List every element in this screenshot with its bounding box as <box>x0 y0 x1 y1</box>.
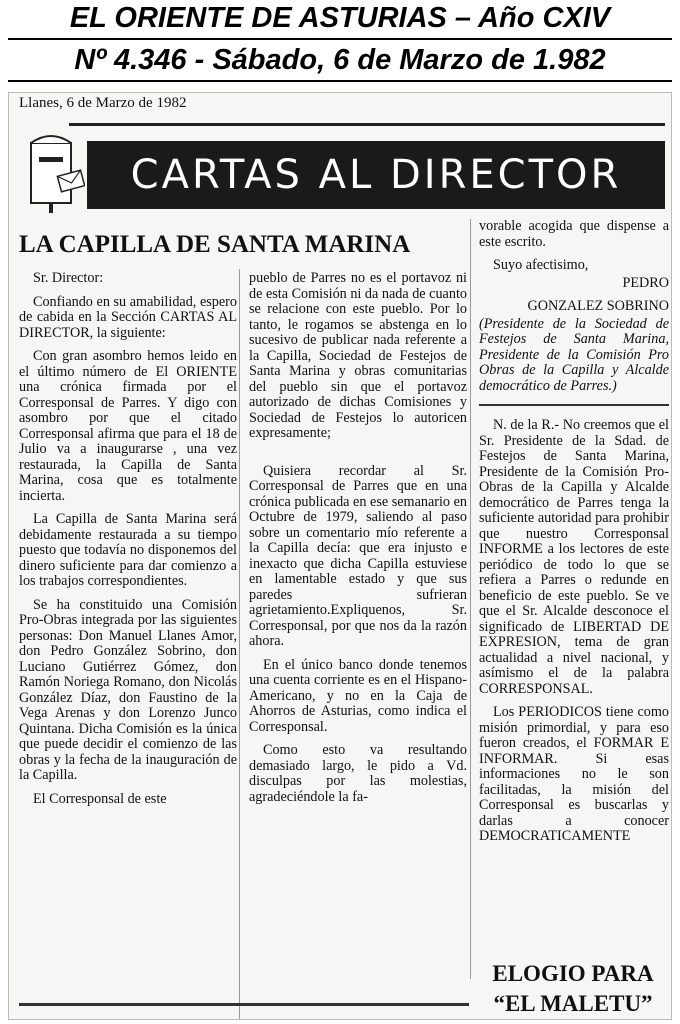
bottom-rule <box>19 1003 469 1006</box>
paragraph: En el único banco donde tenemos una cuenta corriente es en el Hispano-Americano, y no en la Caja de Ahorros de Asturias, como indica el Corresponsal. <box>249 656 467 735</box>
section-banner <box>87 141 665 209</box>
article-column-3 <box>479 219 669 853</box>
separator-rule <box>479 404 669 406</box>
header-underline-2 <box>8 80 672 82</box>
column-divider <box>239 269 240 1020</box>
paragraph: Se ha constituido una Comisión Pro-Obras integrada por las siguientes personas: Don Manuel Llanes Amor, don Pedro González Sobrino, don Luciano Gutiérrez Gómez, don Ramón Noriega Romano, don Nicolás González Díaz, don Faustino de la Vega Arenas y don Lorenzo Junco Quintana. Dicha Comisión es la única que puede decidir el comienzo de las obras y la fecha de la inauguración de la Capilla. <box>19 596 237 783</box>
next-headline-line-1: ELOGIO PARA <box>492 961 654 986</box>
closing-line: vorable acogida que dispense a este escrito. <box>479 218 669 250</box>
signature-name: PEDRO <box>622 274 669 291</box>
paragraph: Con gran asombro hemos leido en el último número de El ORIENTE una crónica firmada por el Corresponsal de Parres. Y digo con asombro por que el citado Corresponsal afirma que para el 18 de Julio va a inaugurarse , una vez restaurada, la Capilla de Santa Marina, cosa que es totalmente incierta. <box>19 348 237 504</box>
article-column-2 <box>249 271 467 813</box>
editor-note: Los PERIODICOS tiene como misión primordial, y para eso fueron creados, el FORMAR E INFORMAR. Si esas informaciones no le son facilitadas, la misión del Corresponsal es buscarlas y darlas a conocer DEMOCRATICAMENTE <box>479 704 669 844</box>
newspaper-header-line-2: Nº 4.346 - Sábado, 6 de Marzo de 1.982 <box>74 44 606 76</box>
header-underline-1 <box>8 38 672 40</box>
paragraph: La Capilla de Santa Marina será debidamente restaurada a su tiempo puesto que todavía no disponemos del dinero suficiente para dar comienzo a los trabajos correspondientes. <box>19 511 237 589</box>
article-headline: LA CAPILLA DE SANTA MARINA <box>19 231 411 258</box>
paragraph: Quisiera recordar al Sr. Corresponsal de Parres que en una crónica publicada en ese semanario en Octubre de 1979, saliendo al paso sobre un comentario mío referente a la Capilla decía: que era injusto e inexacto que dicha Capilla estuviese en lamentable estado y que sus paredes sufrieran agrietamiento.Expliquenos, Sr. Corresponsal, por que nos da la razón ahora. <box>249 462 467 649</box>
signature-surname: GONZALEZ SOBRINO <box>527 298 669 314</box>
signature-role: (Presidente de la Sociedad de Festejos de Santa Marina, Presidente de la Comisión Pro Obras de la Capilla y Alcalde democrático de Parres.) <box>479 315 669 394</box>
paragraph: pueblo de Parres no es el portavoz ni de esta Comisión ni da nada de cuanto se relacione con este pueblo. Por lo tanto, le rogamos se abstenga en lo sucesivo de publicar nada referente a la Capilla, Sociedad de Festejos de Santa Marina y obras comunitarias del pueblo sin que el portavoz autorizado de dichas Comisiones y Sociedad de Festejos lo autoricen expresamente; <box>249 270 467 441</box>
section-banner-title: CARTAS AL DIRECTOR <box>130 152 622 198</box>
regards: Suyo afectisimo, <box>493 257 589 273</box>
salutation: Sr. Director: <box>33 270 104 286</box>
mailbox-icon <box>23 133 85 215</box>
dateline: Llanes, 6 de Marzo de 1982 <box>19 95 187 111</box>
column-divider <box>470 219 471 979</box>
newspaper-header-line-1: EL ORIENTE DE ASTURIAS – Año CXIV <box>69 2 611 34</box>
next-headline-line-2: “EL MALETU” <box>493 991 653 1016</box>
top-rule <box>69 123 665 126</box>
editor-note: N. de la R.- No creemos que el Sr. Presidente de la Sdad. de Festejos de Santa Marina, Presidente de la Comisión Pro-Obras de la Capilla y Alcalde democrático de Parres tenga la suficiente autoridad para prohibir que nuestro Corresponsal INFORME a los lectores de este periódico de todo lo que se refiera a Parres o redunde en beneficio de este pueblo. Se ve que el Sr. Alcalde desconoce el significado de LIBERTAD DE EXPRESION, tema de gran actualidad a nivel nacional, y asímismo el de la palabra CORRESPONSAL. <box>479 417 669 697</box>
paragraph: Como esto va resultando demasiado largo, le pido a Vd. disculpas por las molestias, agradeciéndole la fa- <box>249 742 467 805</box>
article-column-1 <box>19 271 237 815</box>
paragraph: Confiando en su amabilidad, espero de cabida en la Sección CARTAS AL DIRECTOR, la siguiente: <box>19 293 237 341</box>
next-article-headline <box>475 959 671 1019</box>
paragraph: El Corresponsal de este <box>33 790 167 807</box>
newspaper-clipping <box>8 92 672 1020</box>
